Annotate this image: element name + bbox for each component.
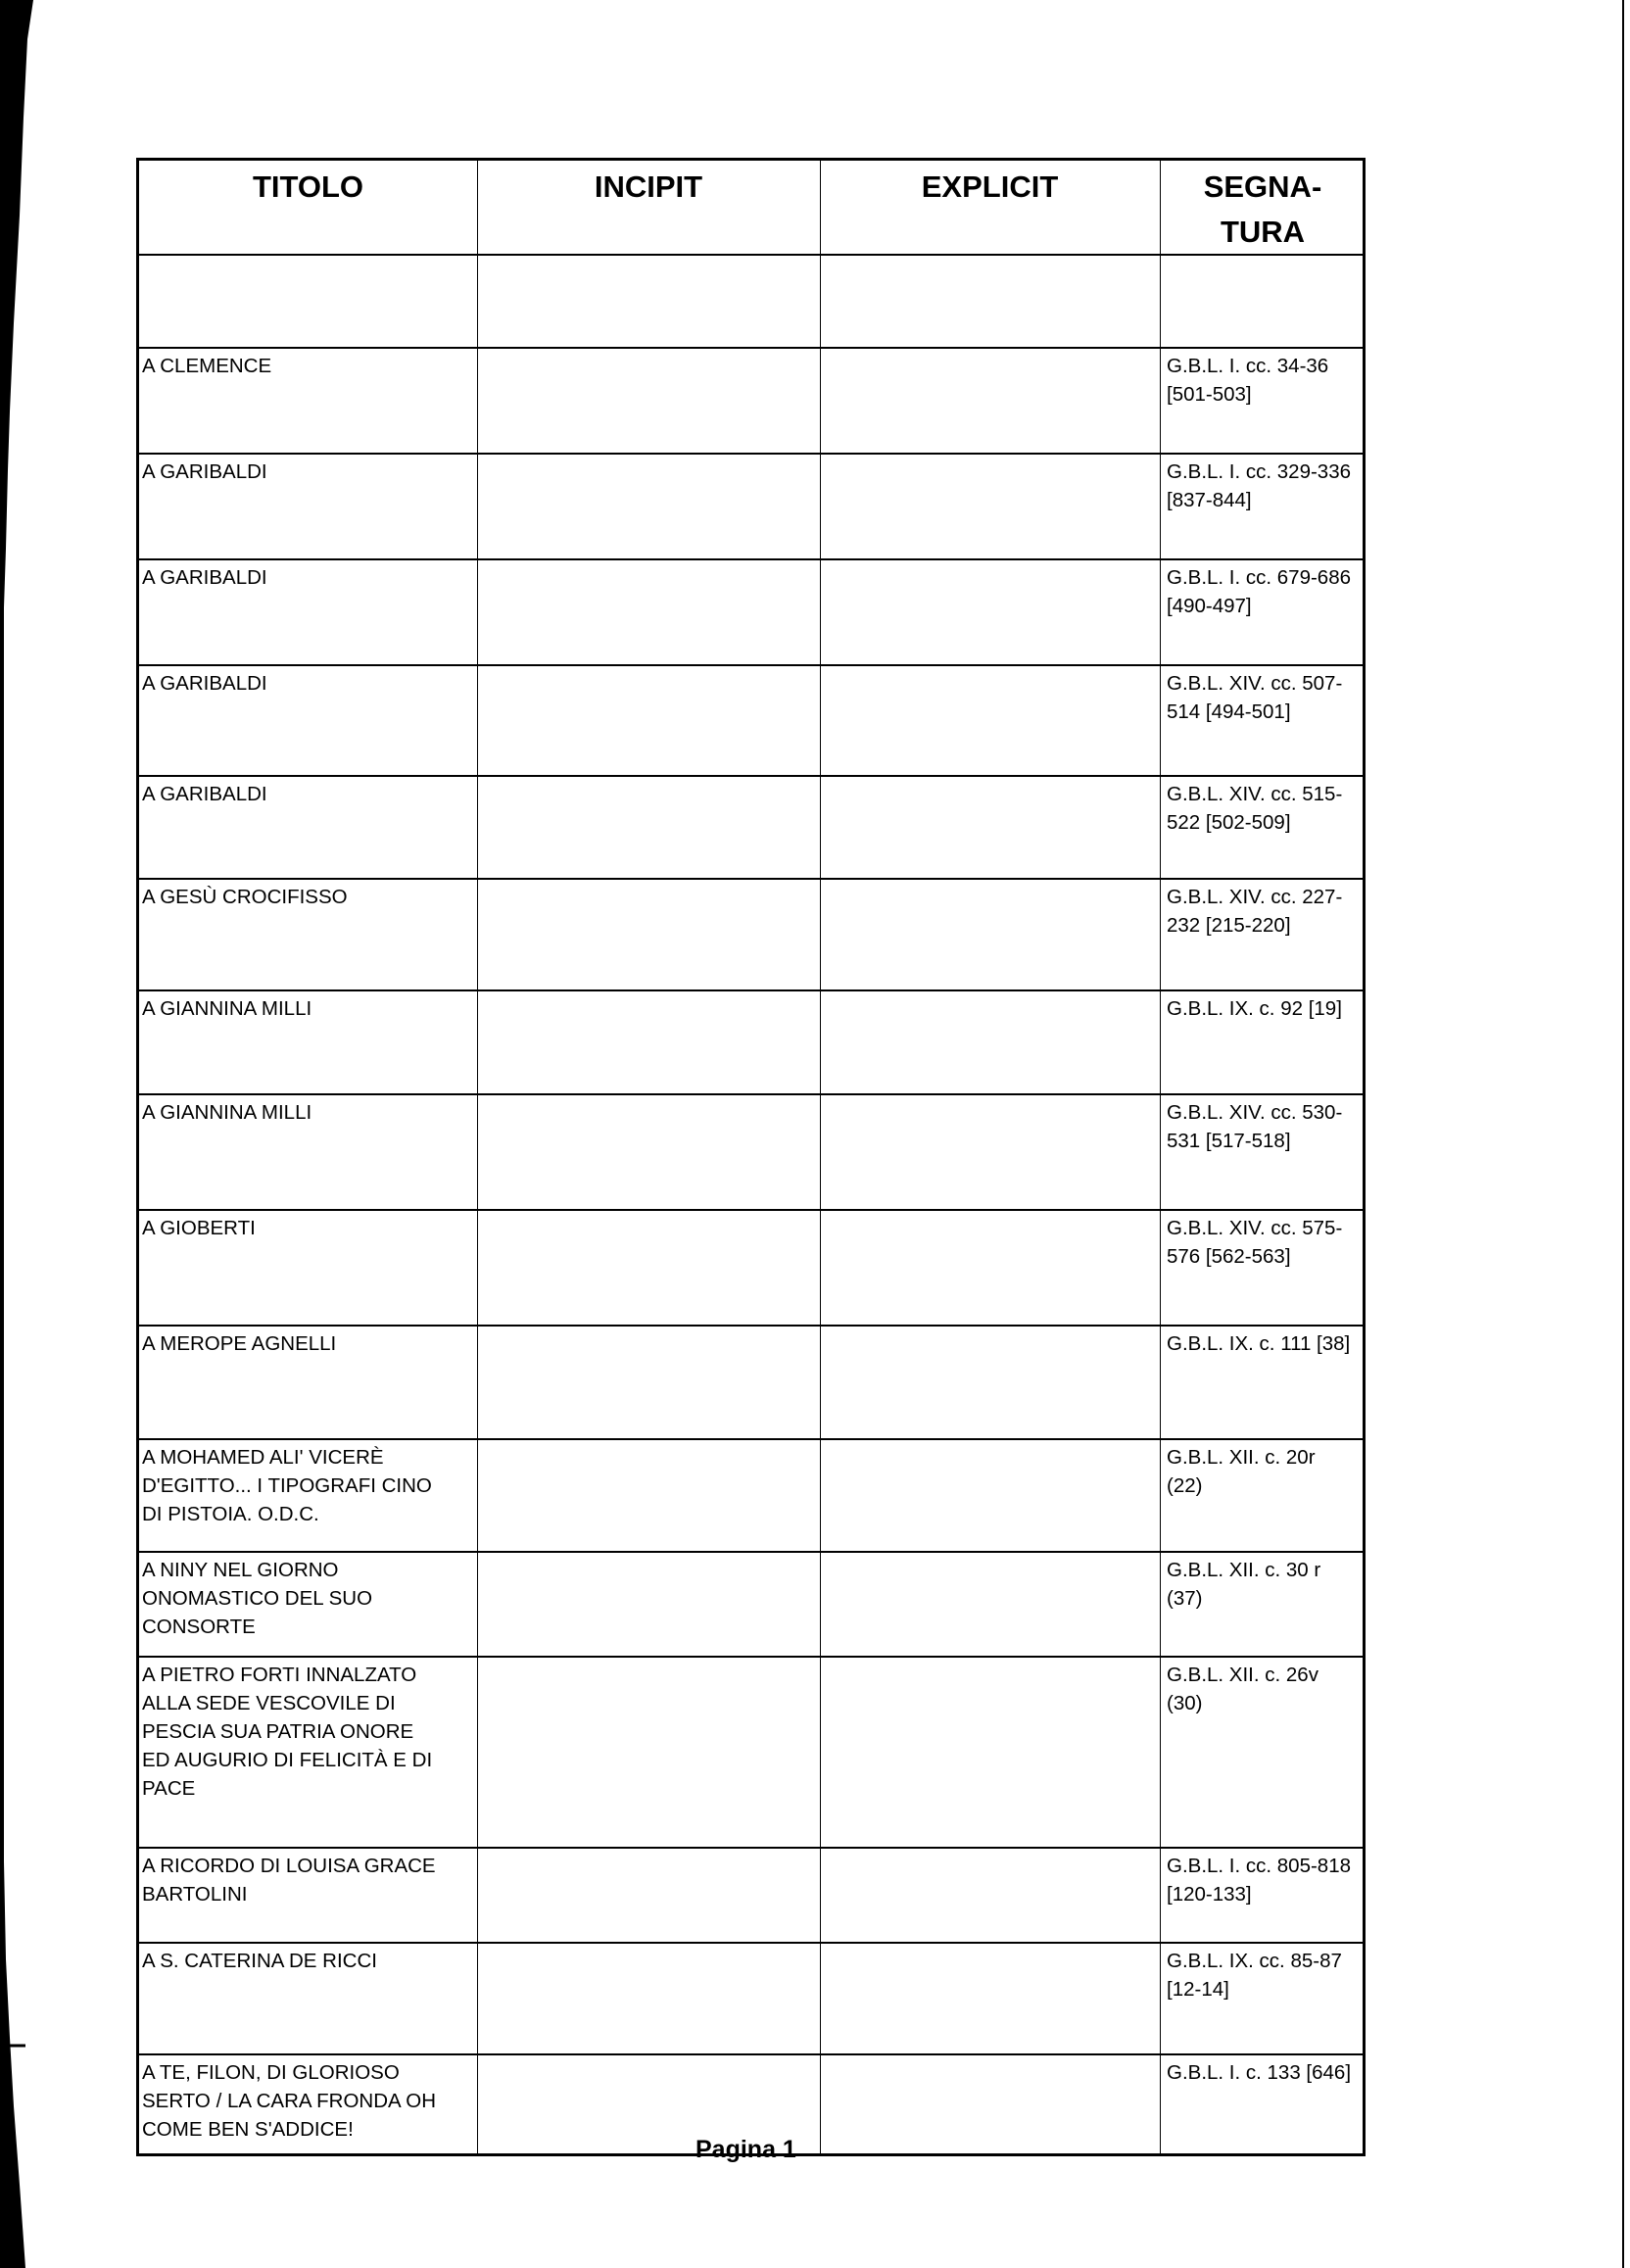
row-divider — [139, 254, 1363, 256]
cell-titolo: A GARIBALDI — [142, 460, 267, 483]
column-divider-explicit — [820, 161, 821, 2153]
row-divider — [139, 1656, 1363, 1658]
cell-segnatura: G.B.L. XII. c. 26v (30) — [1167, 1664, 1318, 1714]
row-divider — [139, 1209, 1363, 1211]
row-divider — [139, 558, 1363, 560]
cell-segnatura: G.B.L. XIV. cc. 227- 232 [215-220] — [1167, 886, 1343, 937]
header-titolo: TITOLO — [252, 169, 364, 204]
row-divider — [139, 989, 1363, 991]
row-divider — [139, 1325, 1363, 1327]
cell-segnatura: G.B.L. XII. c. 30 r (37) — [1167, 1559, 1321, 1610]
column-divider-incipit — [477, 161, 478, 2153]
cell-titolo: A GIANNINA MILLI — [142, 997, 312, 1020]
row-divider — [139, 1847, 1363, 1849]
scan-edge-shadow-left — [0, 0, 33, 2268]
page-number: Pagina 1 — [695, 2136, 796, 2163]
row-divider — [139, 347, 1363, 349]
row-divider — [139, 878, 1363, 880]
cell-segnatura: G.B.L. XIV. cc. 530- 531 [517-518] — [1167, 1101, 1343, 1152]
cell-titolo: A GIANNINA MILLI — [142, 1101, 312, 1124]
cell-titolo: A GARIBALDI — [142, 672, 267, 695]
cell-titolo: A NINY NEL GIORNO ONOMASTICO DEL SUO CONSORTE — [142, 1559, 373, 1638]
cell-titolo: A GARIBALDI — [142, 783, 267, 805]
cell-segnatura: G.B.L. XIV. cc. 575- 576 [562-563] — [1167, 1217, 1343, 1268]
cell-segnatura: G.B.L. I. c. 133 [646] — [1167, 2061, 1352, 2084]
cell-titolo: A CLEMENCE — [142, 355, 272, 377]
cell-titolo: A S. CATERINA DE RICCI — [142, 1950, 377, 1972]
cell-segnatura: G.B.L. XIV. cc. 507- 514 [494-501] — [1167, 672, 1343, 723]
cell-titolo: A TE, FILON, DI GLORIOSO SERTO / LA CARA FRONDA OH COME BEN S'ADDICE! — [142, 2061, 436, 2141]
cell-segnatura: G.B.L. XII. c. 20r (22) — [1167, 1446, 1316, 1497]
cell-titolo: A PIETRO FORTI INNALZATO ALLA SEDE VESCOVILE DI PESCIA SUA PATRIA ONORE ED AUGURIO DI FELICITÀ E DI PACE — [142, 1664, 433, 1800]
row-divider — [139, 1942, 1363, 1944]
row-divider — [139, 664, 1363, 666]
cell-titolo: A GARIBALDI — [142, 566, 267, 589]
scan-edge-shadow-right — [1622, 0, 1630, 2268]
cell-segnatura: G.B.L. IX. c. 111 [38] — [1167, 1332, 1351, 1355]
cell-segnatura: G.B.L. IX. c. 92 [19] — [1167, 997, 1342, 1020]
cell-titolo: A RICORDO DI LOUISA GRACE BARTOLINI — [142, 1855, 436, 1906]
row-divider — [139, 2053, 1363, 2055]
header-explicit: EXPLICIT — [921, 169, 1059, 204]
row-divider — [139, 453, 1363, 455]
row-divider — [139, 775, 1363, 777]
cell-segnatura: G.B.L. I. cc. 34-36 [501-503] — [1167, 355, 1329, 406]
catalog-table — [136, 158, 1366, 2156]
cell-segnatura: G.B.L. XIV. cc. 515- 522 [502-509] — [1167, 783, 1343, 834]
cell-segnatura: G.B.L. I. cc. 805-818 [120-133] — [1167, 1855, 1352, 1906]
header-segnatura: SEGNA- TURA — [1203, 169, 1322, 249]
cell-segnatura: G.B.L. I. cc. 329-336 [837-844] — [1167, 460, 1352, 511]
row-divider — [139, 1438, 1363, 1440]
cell-segnatura: G.B.L. I. cc. 679-686 [490-497] — [1167, 566, 1352, 617]
cell-titolo: A MOHAMED ALI' VICERÈ D'EGITTO... I TIPOGRAFI CINO DI PISTOIA. O.D.C. — [142, 1446, 432, 1525]
row-divider — [139, 1093, 1363, 1095]
column-divider-segnatura — [1160, 161, 1161, 2153]
cell-segnatura: G.B.L. IX. cc. 85-87 [12-14] — [1167, 1950, 1342, 2001]
header-incipit: INCIPIT — [594, 169, 703, 204]
cell-titolo: A GIOBERTI — [142, 1217, 256, 1239]
cell-titolo: A GESÙ CROCIFISSO — [142, 886, 348, 908]
row-divider — [139, 1551, 1363, 1553]
cell-titolo: A MEROPE AGNELLI — [142, 1332, 337, 1355]
